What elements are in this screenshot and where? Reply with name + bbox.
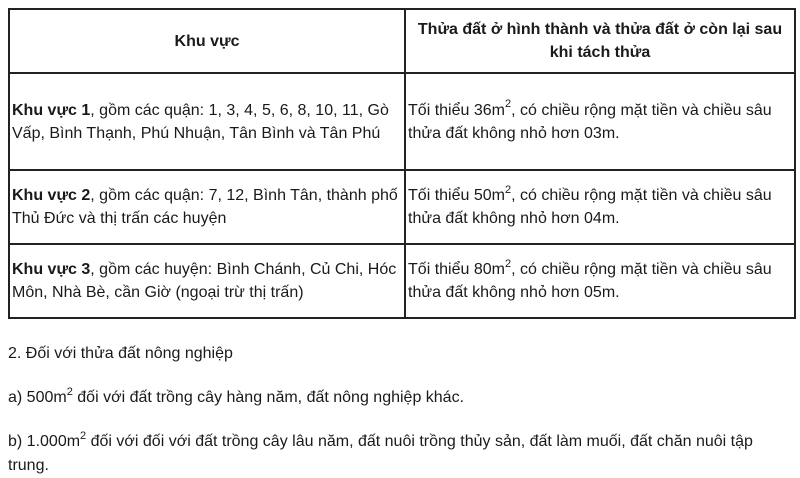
requirement-cell [405, 244, 795, 318]
requirement-text: Tối thiểu 80m [408, 261, 505, 278]
superscript: 2 [504, 98, 512, 111]
paragraph-a-text: a) 500m [8, 389, 67, 406]
area-name: Khu vực 3 [12, 261, 91, 278]
area-description: , gồm các quận: 7, 12, Bình Tân, thành phố Thủ Đức và thị trấn các huyện [12, 187, 398, 227]
table-row [9, 73, 795, 170]
requirement-text: Tối thiểu 36m [408, 101, 505, 119]
area-name: Khu vực 2 [12, 187, 91, 204]
superscript: 2 [66, 385, 73, 398]
area-name: Khu vực 1 [12, 101, 91, 119]
requirement-text: , có chiều rộng mặt tiền và chiều sâu thửa đất không nhỏ hơn 05m. [408, 261, 772, 301]
superscript: 2 [504, 257, 512, 270]
header-area: Khu vực [9, 9, 405, 73]
paragraph-b-text: đối với đối với đất trồng cây lâu năm, đất nuôi trồng thủy sản, đất làm muối, đất chăn nuôi tập trung. [8, 433, 753, 474]
superscript: 2 [504, 183, 512, 196]
requirement-cell [405, 73, 795, 170]
area-description: , gồm các quận: 1, 3, 4, 5, 6, 8, 10, 11, Gò Vấp, Bình Thạnh, Phú Nhuận, Tân Bình và Tân Phú [12, 101, 389, 142]
area-description: , gồm các huyện: Bình Chánh, Củ Chi, Hóc Môn, Nhà Bè, cần Giờ (ngoại trừ thị trấn) [12, 261, 397, 301]
paragraph-a-text: đối với đất trồng cây hàng năm, đất nông nghiệp khác. [72, 389, 465, 406]
table-row [9, 244, 795, 318]
requirement-text: , có chiều rộng mặt tiền và chiều sâu thửa đất không nhỏ hơn 03m. [408, 101, 772, 142]
requirement-text: Tối thiểu 50m [408, 187, 505, 204]
area-cell [9, 73, 405, 170]
section-heading: 2. Đối với thửa đất nông nghiệp [8, 345, 233, 362]
header-requirement: Thửa đất ở hình thành và thửa đất ở còn lại sau khi tách thửa [405, 9, 795, 73]
area-cell [9, 170, 405, 244]
paragraph-b [8, 430, 792, 478]
land-division-table [8, 8, 796, 319]
table-row [9, 170, 795, 244]
paragraph-b-text: b) 1.000m [8, 433, 81, 450]
superscript: 2 [80, 429, 87, 442]
requirement-cell [405, 170, 795, 244]
table-header-row [9, 9, 795, 73]
paragraph-a [8, 386, 792, 410]
requirement-text: , có chiều rộng mặt tiền và chiều sâu thửa đất không nhỏ hơn 04m. [408, 187, 772, 227]
area-cell [9, 244, 405, 318]
